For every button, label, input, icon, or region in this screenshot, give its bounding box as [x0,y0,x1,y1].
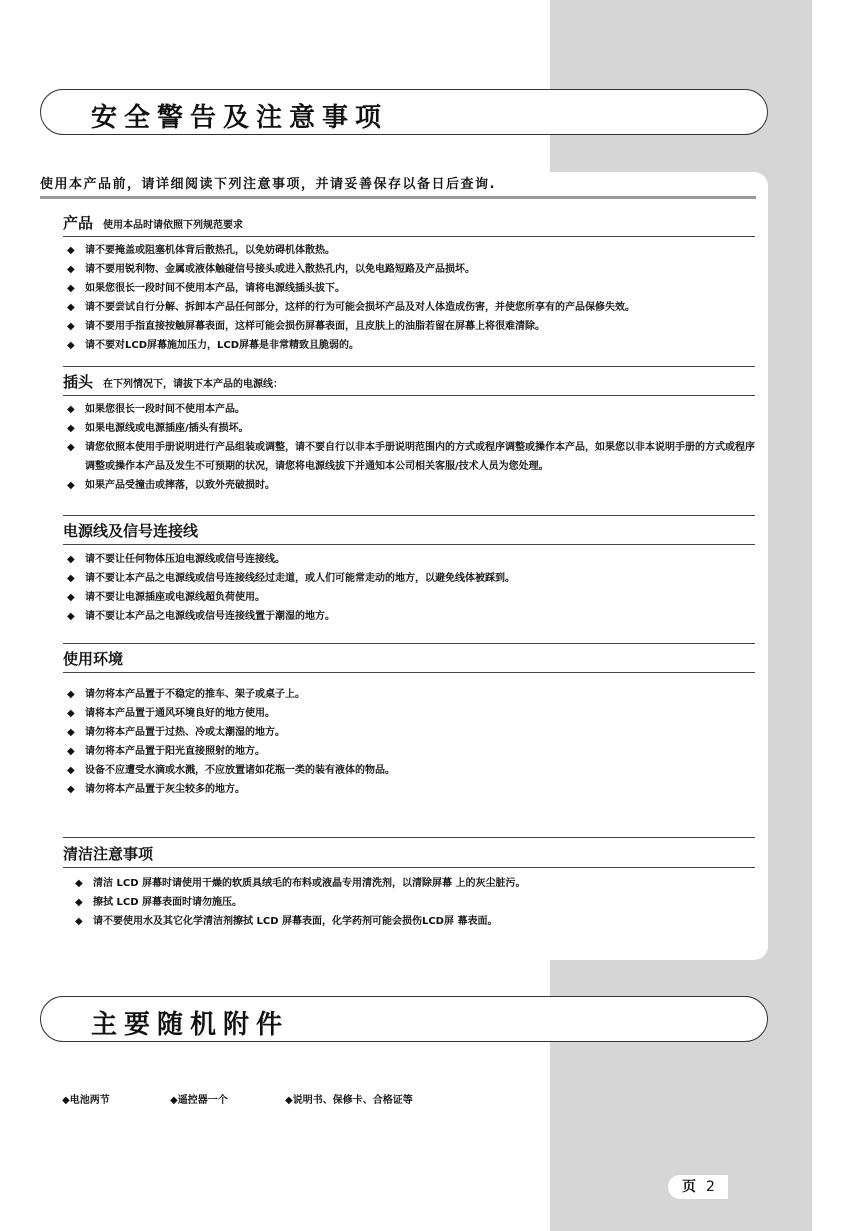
section-subtitle: 使用本品时请依照下列规范要求 [103,220,244,231]
section-plug [63,371,755,495]
accessory-item: ◆ 说明书、保修卡、合格证等 [285,1091,413,1106]
section-title: 插头 [63,373,94,391]
section-cables [63,520,755,626]
item-list [63,685,755,799]
list-item: ◆ 请不要让本产品之电源线或信号连接线经过走道，或人们可能常走动的地方，以避免线体被踩到。 [63,569,755,588]
list-item: ◆ 如果您很长一段时间不使用本产品，请将电源线插头拔下。 [63,279,755,298]
accessories-list [62,1091,413,1106]
section-title: 清洁注意事项 [63,845,154,863]
list-item: ◆ 如果电源线或电源插座/插头有损坏。 [63,419,755,438]
item-list [63,550,755,626]
page-number-badge [668,1175,728,1199]
section-header [63,212,755,237]
list-item: ◆ 请您依照本使用手册说明进行产品组装或调整，请不要自行以非本手册说明范围内的方式或程序调整或操作本产品，如果您以非本说明手册的方式或程序调整或操作本产品及发生不可预期的状况，请您将电源线拔下并通知本公司相关客服/技术人员为您处理。 [63,438,755,476]
list-item: ◆ 如果产品受撞击或摔落，以致外壳破损时。 [63,476,755,495]
list-item: ◆ 请将本产品置于通风环境良好的地方使用。 [63,704,755,723]
item-list [63,400,755,495]
accessory-item: ◆ 电池两节 [62,1091,170,1106]
list-item: ◆ 请不要让本产品之电源线或信号连接线置于潮湿的地方。 [63,607,755,626]
section-cleaning [63,843,755,931]
section-header [63,520,755,545]
list-item: ◆ 请不要尝试自行分解、拆卸本产品任何部分，这样的行为可能会损坏产品及对人体造成伤害，并使您所享有的产品保修失效。 [63,298,755,317]
section-header [63,371,755,396]
section-divider [63,837,755,838]
intro-text: 使用本产品前，请详细阅读下列注意事项，并请妥善保存以备日后查询. [40,177,496,192]
list-item: ◆ 清洁 LCD 屏幕时请使用干燥的软质具绒毛的布料或液晶专用清洗剂，以清除屏幕 上的灰尘脏污。 [71,874,755,893]
item-list [63,874,755,931]
list-item: ◆ 请不要让任何物体压迫电源线或信号连接线。 [63,550,755,569]
list-item: ◆ 请勿将本产品置于灰尘较多的地方。 [63,780,755,799]
section-product [63,212,755,355]
section-header [63,648,755,673]
section-subtitle: 在下列情况下，请拔下本产品的电源线： [103,379,284,390]
page-number: 2 [706,1179,715,1195]
list-item: ◆ 请勿将本产品置于不稳定的推车、架子或桌子上。 [63,685,755,704]
list-item: ◆ 请不要让电源插座或电源线超负荷使用。 [63,588,755,607]
section-title: 使用环境 [63,650,124,668]
list-item: ◆ 请不要用手指直接按触屏幕表面，这样可能会损伤屏幕表面，且皮肤上的油脂若留在屏幕上将很难清除。 [63,317,755,336]
accessories-title-box [40,996,768,1042]
section-divider [63,366,755,367]
list-item: ◆ 请不要用锐利物、金属或液体触碰信号接头或进入散热孔内，以免电路短路及产品损坏。 [63,260,755,279]
list-item: ◆ 请勿将本产品置于阳光直接照射的地方。 [63,742,755,761]
list-item: ◆ 请勿将本产品置于过热、冷或太潮湿的地方。 [63,723,755,742]
safety-title: 安全警告及注意事项 [91,103,389,133]
list-item: ◆ 擦拭 LCD 屏幕表面时请勿施压。 [71,893,755,912]
accessory-item: ◆ 遥控器一个 [170,1091,285,1106]
section-title: 电源线及信号连接线 [63,522,199,540]
list-item: ◆ 如果您很长一段时间不使用本产品。 [63,400,755,419]
section-environment [63,648,755,799]
section-header [63,843,755,868]
list-item: ◆ 设备不应遭受水滴或水溅，不应放置诸如花瓶一类的装有液体的物品。 [63,761,755,780]
accessories-title: 主要随机附件 [91,1010,290,1040]
section-divider [63,515,755,516]
section-title: 产品 [63,214,94,232]
list-item: ◆ 请不要对LCD屏幕施加压力，LCD屏幕是非常精致且脆弱的。 [63,336,755,355]
section-divider [63,643,755,644]
safety-title-box [40,89,768,135]
item-list [63,241,755,355]
intro-divider [40,196,756,199]
list-item: ◆ 请不要掩盖或阻塞机体背后散热孔，以免妨碍机体散热。 [63,241,755,260]
list-item: ◆ 请不要使用水及其它化学清洁剂擦拭 LCD 屏幕表面，化学药剂可能会损伤LCD屏 幕表面。 [71,912,755,931]
page-label: 页 [682,1179,696,1195]
